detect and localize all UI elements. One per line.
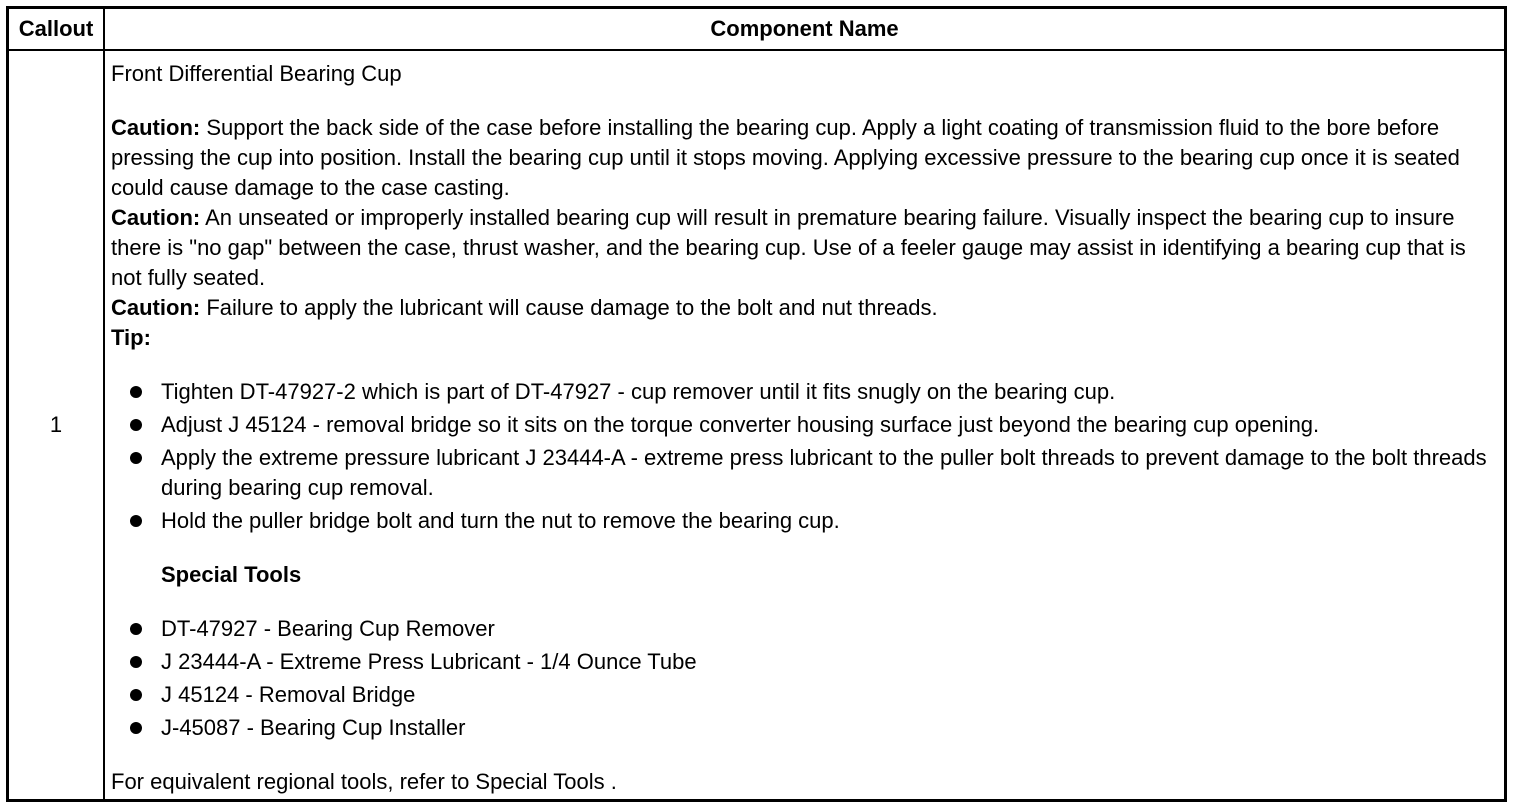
caution-2	[111, 203, 1498, 293]
tip-list	[111, 377, 1498, 536]
caution-label: Caution:	[111, 115, 201, 140]
list-item: J 23444-A - Extreme Press Lubricant - 1/4 Ounce Tube	[161, 647, 1498, 677]
caution-3	[111, 293, 1498, 323]
component-table	[6, 6, 1507, 802]
list-item: Hold the puller bridge bolt and turn the nut to remove the bearing cup.	[161, 506, 1498, 536]
header-callout: Callout	[8, 8, 105, 51]
caution-label: Caution:	[111, 205, 201, 230]
table-row	[8, 50, 1506, 801]
caution-text: Support the back side of the case before installing the bearing cup. Apply a light coating of transmission fluid to the bore before pressing the cup into position. Install the bearing cup until it stops moving. Applying excessive pressure to the bearing cup once it is seated could cause damage to the case casting.	[111, 115, 1460, 200]
callout-number: 1	[8, 50, 105, 801]
special-tools-heading: Special Tools	[161, 562, 302, 587]
footer-note: For equivalent regional tools, refer to Special Tools .	[111, 769, 617, 794]
component-details	[104, 50, 1506, 801]
list-item: Apply the extreme pressure lubricant J 23444-A - extreme press lubricant to the puller bolt threads to prevent damage to the bolt threads during bearing cup removal.	[161, 443, 1498, 503]
header-component-name: Component Name	[104, 8, 1506, 51]
list-item: DT-47927 - Bearing Cup Remover	[161, 614, 1498, 644]
list-item: J 45124 - Removal Bridge	[161, 680, 1498, 710]
caution-text: An unseated or improperly installed bearing cup will result in premature bearing failure. Visually inspect the bearing cup to insure there is "no gap" between the case, thrust washer, and the bearing cup. Use of a feeler gauge may assist in identifying a bearing cup that is not fully seated.	[111, 205, 1466, 290]
list-item: J-45087 - Bearing Cup Installer	[161, 713, 1498, 743]
header-row	[8, 8, 1506, 51]
caution-label: Caution:	[111, 295, 201, 320]
component-title: Front Differential Bearing Cup	[111, 61, 402, 86]
special-tools-list	[111, 614, 1498, 743]
caution-text: Failure to apply the lubricant will cause damage to the bolt and nut threads.	[200, 295, 938, 320]
tip-label: Tip:	[111, 325, 151, 350]
list-item: Tighten DT-47927-2 which is part of DT-47927 - cup remover until it fits snugly on the bearing cup.	[161, 377, 1498, 407]
list-item: Adjust J 45124 - removal bridge so it sits on the torque converter housing surface just beyond the bearing cup opening.	[161, 410, 1498, 440]
caution-1	[111, 113, 1498, 203]
